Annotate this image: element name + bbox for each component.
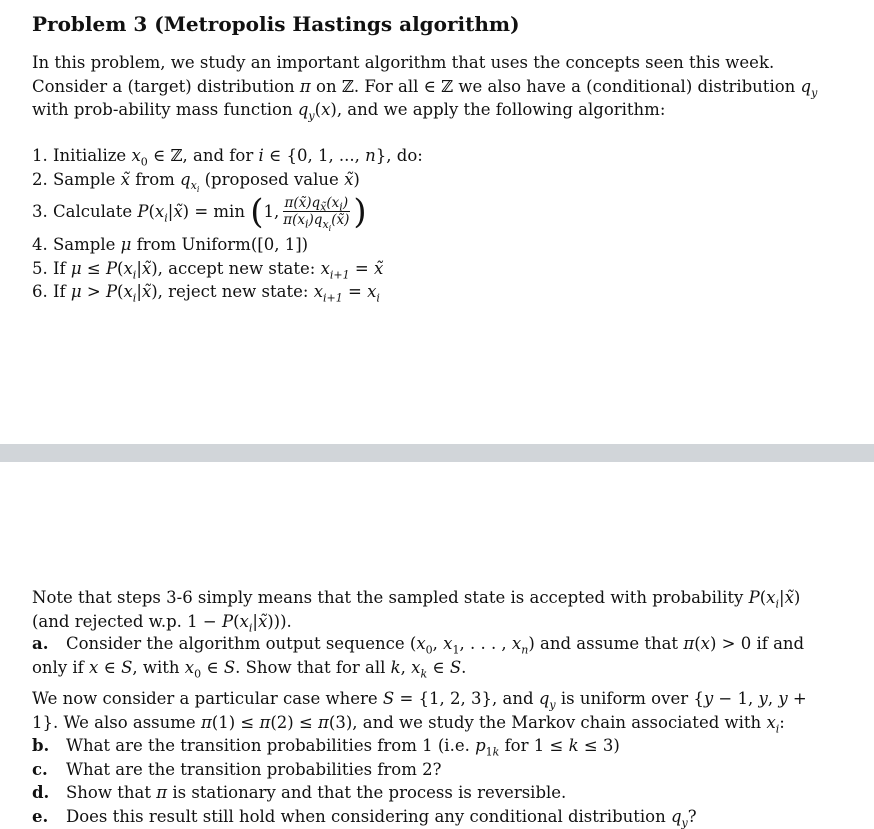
page-divider (0, 444, 874, 462)
step-5: 5. If $\mu \le P(x_i|x̃)$, accept new state: $x_{i+1}$ = x̃ (32, 258, 384, 281)
question-a-label: a. (32, 634, 49, 653)
question-d: d. Show that π is stationary and that the process is reversible. (32, 783, 567, 802)
intro-text-6: , and we apply the following algorithm: (336, 100, 666, 119)
intro-text-5: with prob-ability mass function (32, 100, 293, 119)
step-1: 1. Initialize $x_0$ ∈ ℤ, and for i ∈ {0, 1, ..., n}, do: (32, 146, 423, 169)
particular-case-paragraph: We now consider a particular case where S = {1, 2, 3}, and $q_y$ is uniform over {y − 1, y, y + 1}. We also assume π(1) ≤ π(2) ≤ π(3), and we study the Markov chain associated with $x_i$: (32, 689, 807, 735)
intro-text-4: we also have a (conditional) distribution (458, 76, 796, 96)
question-a: a. Consider the algorithm output sequence ($x_0$, $x_1$, . . . , $x_n$) and assume that π(x) > 0 if and only if x ∈ S, with $x_0$ ∈ S. Show that for all k, $x_k$ ∈ S. (32, 634, 805, 680)
intro-text-2: on (316, 76, 337, 96)
step-4: 4. Sample μ from Uniform([0, 1]) (32, 235, 309, 254)
question-e: e. Does this result still hold when considering any conditional distribution $q_y$? (32, 806, 697, 829)
step-3: 3. Calculate P ( $x_i$ | x̃ ) = min ( 1, $\frac{\pi(x̃)q_{x̃}(x_i)}{\pi(x_i)q_{x_i}(x̃)}$ ) (32, 192, 367, 233)
step-2: 2. Sample x̃ from $q_{x_i}$ (proposed value x̃) (32, 169, 360, 194)
question-c: c. What are the transition probabilities from 2? (32, 759, 442, 779)
intro-text-1: In this problem, we study an important algorithm that uses the concepts seen this week. Consider a (target) distribution (32, 53, 775, 96)
algorithm-steps (32, 144, 834, 304)
intro-paragraph: In this problem, we study an important algorithm that uses the concepts seen this week. Consider a (target) distribution π on ℤ. For all ∈ ℤ we also have a (conditional) distribution $q_y$ with prob-ability mass function $q_y(x)$, and we apply the following algorithm: (32, 53, 818, 123)
problem-title: Problem 3 (Metropolis Hastings algorithm) (32, 12, 520, 36)
problem-bottom-panel (0, 462, 874, 828)
intro-text-3: . For all (353, 76, 419, 96)
note-paragraph: Note that steps 3-6 simply means that the sampled state is accepted with probability $P(x_i|x̃)$ (and rejected w.p. $1 - P(x_i|x̃)$)). (32, 588, 801, 634)
step-6: 6. If $\mu > P(x_i|x̃)$, reject new state: $x_{i+1} = x_i$ (32, 282, 380, 305)
acceptance-ratio-fraction: $\frac{\pi(x̃)q_{x̃}(x_i)}{\pi(x_i)q_{x_i}(x̃)}$ (283, 195, 350, 233)
question-b: b. What are the transition probabilities from 1 (i.e. $p_{1k}$ for 1 ≤ k ≤ 3) (32, 736, 620, 759)
question-list (32, 734, 834, 828)
